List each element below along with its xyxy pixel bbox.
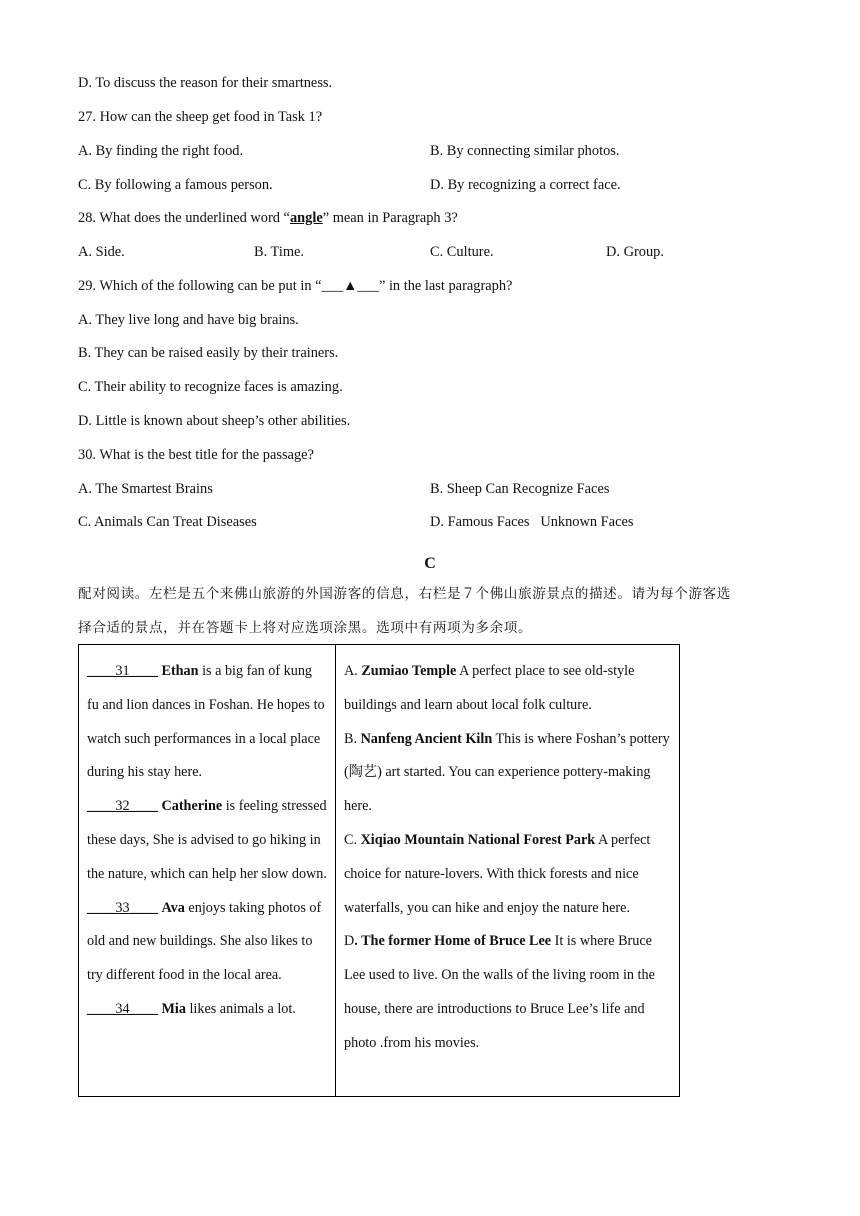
- blank-triangle: ___▲___: [321, 278, 379, 294]
- q28-option-c: C. Culture.: [430, 244, 494, 260]
- place-name: Xiqiao Mountain National Forest Park: [360, 831, 596, 848]
- instructions-line-1: 配对阅读。左栏是五个来佛山旅游的外国游客的信息，右栏是７个佛山旅游景点的描述。请为每个游客选: [78, 586, 731, 602]
- q27-stem: 27. How can the sheep get food in Task 1?: [78, 109, 323, 125]
- q27-option-a: A. By finding the right food.: [78, 143, 244, 159]
- q27-option-c: C. By following a famous person.: [78, 177, 273, 193]
- tourist-name: Ava: [161, 899, 185, 916]
- answer-blank: ____32____: [87, 798, 158, 815]
- instructions-line-2: 择合适的景点，并在答题卡上将对应选项涂黑。选项中有两项为多余项。: [78, 620, 533, 636]
- place-name: . The former Home of Bruce Lee: [354, 933, 552, 950]
- q28-stem: 28. What does the underlined word “angle” mean in Paragraph 3?: [78, 210, 458, 226]
- tourist-item: ____34____ Mia likes animals a lot.: [87, 1000, 296, 1017]
- q28-option-b: B. Time.: [254, 244, 304, 260]
- q30-option-a: A. The Smartest Brains: [78, 481, 213, 497]
- q29-option-d: D. Little is known about sheep’s other abilities.: [78, 413, 351, 429]
- place-item: C. Xiqiao Mountain National Forest Park A perfect choice for nature-lovers. With thick forests and nice waterfalls, you can hike and enjoy the nature here.: [344, 831, 651, 916]
- place-item: A. Zumiao Temple A perfect place to see old-style buildings and learn about local folk culture.: [344, 663, 635, 713]
- tourist-name: Mia: [161, 1000, 186, 1017]
- q30-option-c: C. Animals Can Treat Diseases: [78, 514, 257, 530]
- q30-option-b: B. Sheep Can Recognize Faces: [430, 481, 610, 497]
- q27-option-d: D. By recognizing a correct face.: [430, 177, 621, 193]
- q29-option-c: C. Their ability to recognize faces is amazing.: [78, 379, 343, 395]
- q26-option-d: D. To discuss the reason for their smartness.: [78, 75, 333, 91]
- tourist-name: Catherine: [161, 798, 223, 815]
- underlined-word: angle: [289, 210, 323, 226]
- tourist-item: ____31____ Ethan is a big fan of kung fu and lion dances in Foshan. He hopes to watch such performances in a local place during his stay here.: [87, 663, 325, 781]
- q29-stem: 29. Which of the following can be put in “___▲___” in the last paragraph?: [78, 278, 513, 294]
- tourists-column: [79, 645, 336, 1097]
- answer-blank: ____33____: [87, 899, 158, 916]
- place-name: Nanfeng Ancient Kiln: [360, 730, 493, 747]
- answer-blank: ____34____: [87, 1000, 158, 1017]
- q28-option-a: A. Side.: [78, 244, 125, 260]
- q29-option-a: A. They live long and have big brains.: [78, 312, 299, 328]
- q28-option-d: D. Group.: [606, 244, 664, 260]
- instructions: [78, 577, 783, 645]
- q29-option-b: B. They can be raised easily by their trainers.: [78, 345, 339, 361]
- places-column: [336, 645, 680, 1097]
- matching-table: [78, 644, 680, 1097]
- answer-blank: ____31____: [87, 663, 158, 679]
- section-heading: C: [424, 555, 436, 572]
- q30-stem: 30. What is the best title for the passage?: [78, 447, 314, 463]
- q30-option-d: D. Famous Faces Unknown Faces: [430, 514, 634, 530]
- tourist-name: Ethan: [161, 663, 199, 679]
- place-item: D. The former Home of Bruce Lee It is where Bruce Lee used to live. On the walls of the living room in the house, there are introductions to Bruce Lee’s life and photo .from his movies.: [344, 933, 655, 1051]
- q27-option-b: B. By connecting similar photos.: [430, 143, 620, 159]
- place-item: B. Nanfeng Ancient Kiln This is where Foshan’s pottery (陶艺) art started. You can experience pottery-making here.: [344, 730, 670, 815]
- tourist-item: ____32____ Catherine is feeling stressed these days, She is advised to go hiking in the nature, which can help her slow down.: [87, 798, 327, 882]
- place-name: Zumiao Temple: [361, 663, 457, 679]
- tourist-item: ____33____ Ava enjoys taking photos of old and new buildings. She also likes to try different food in the local area.: [87, 899, 322, 984]
